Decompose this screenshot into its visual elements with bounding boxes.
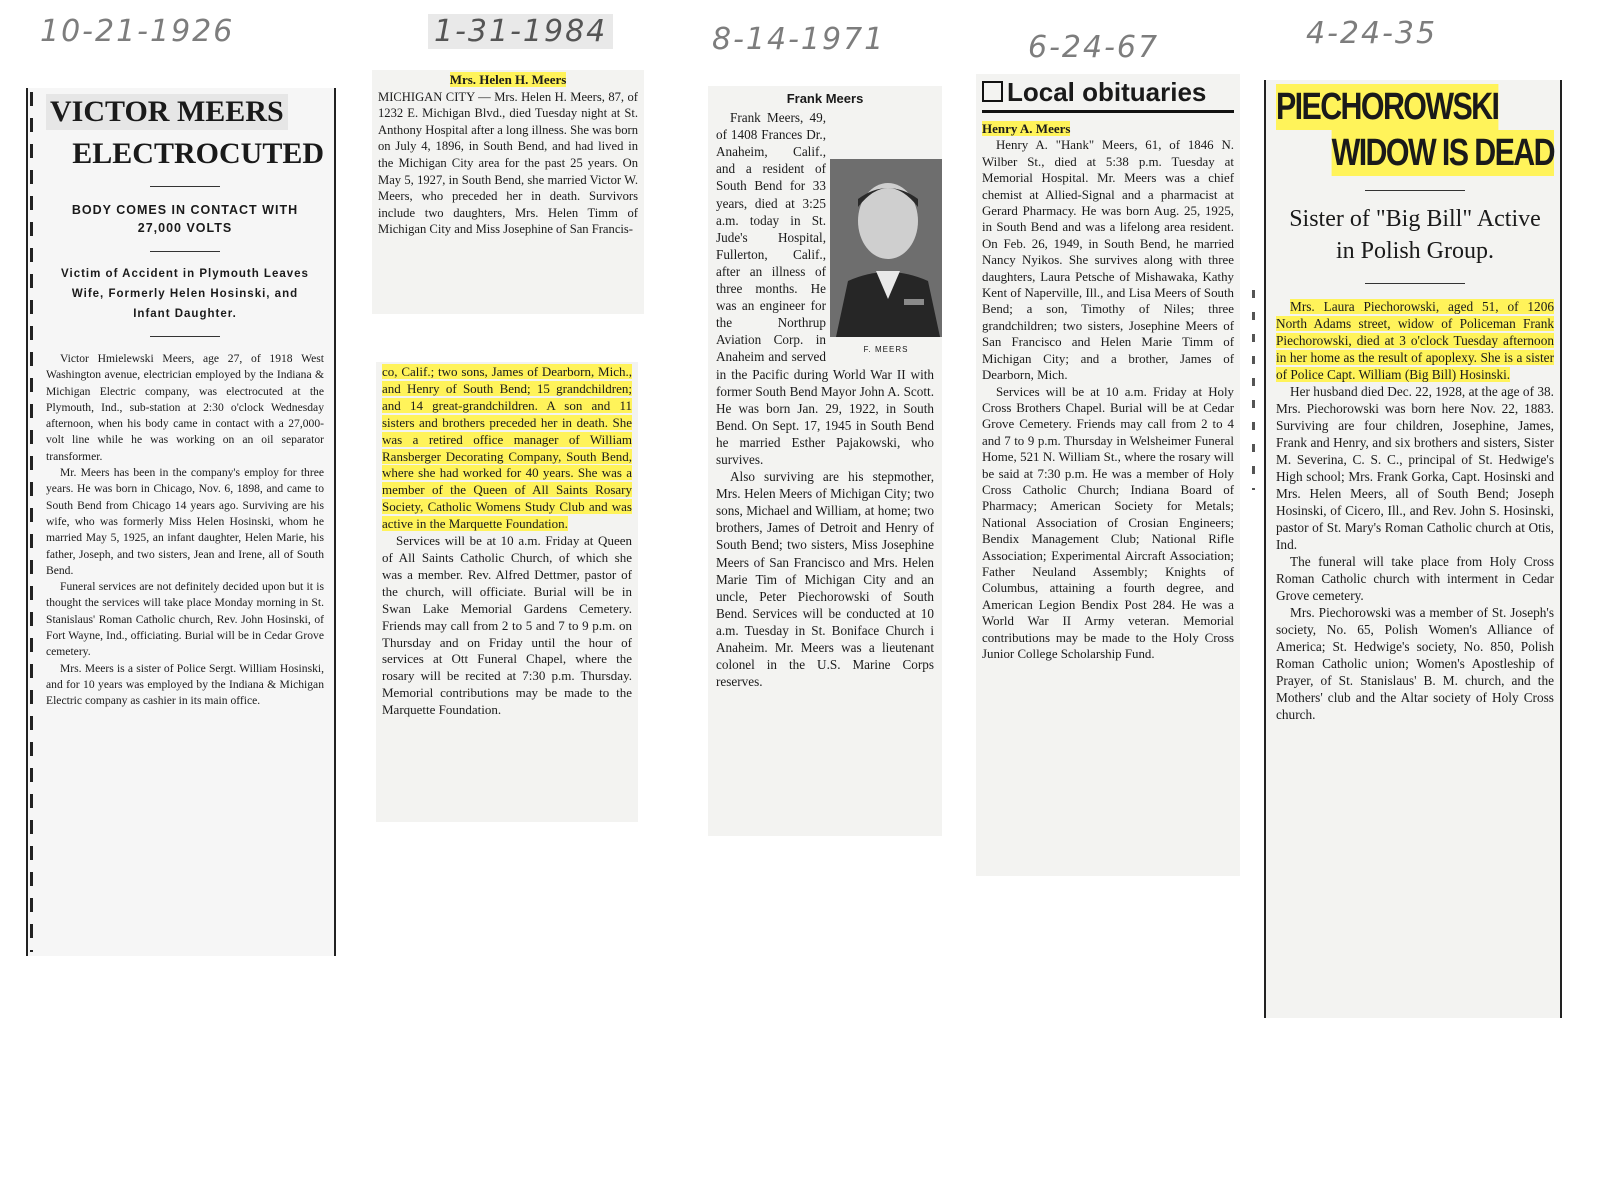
paragraph: Her husband died Dec. 22, 1928, at the age of 38. Mrs. Piechorowski was born here Nov. 22, 1883. Surviving are four children, Josephine, James, Frank and Henry, and six brothers and sisters, Sister M. Severina, C. S. C., principal of St. Hedwige's High school; Mrs. Frank Gorka, Capt. Hosinski and Mrs. Helen Meers, all of South Bend; Joseph Hosinski, of Cicero, Ill., and Rev. John S. Hosinski, pastor of St. Mary's Roman Catholic church at Otis, Ind. [1276,384,1554,552]
obituary-name: Henry A. Meers [982,121,1071,136]
clipping-helen-meers-top [372,70,644,314]
section-header: Local obituaries [982,76,1234,113]
paragraph: Mrs. Piechorowski was a member of St. Joseph's society, No. 65, Polish Women's Alliance of America; St. Hedwige's society, No. 850, Polish Roman Catholic union; Women's Apostleship of Prayer, of St. Stanislaus' B. M. church, and the Mothers' club and the Altar society of Holy Cross church. [1276,605,1554,722]
date-1984: 1-31-1984 [428,14,613,49]
clipping-henry-meers [976,74,1240,876]
margin-marks-left [30,92,33,952]
headline-piechorowski: PIECHOROWSKI [1276,86,1499,128]
paragraph: Services will be at 10 a.m. Friday at Holy Cross Brothers Chapel. Burial will be at Cedar Grove Cemetery. Friends may call from 2 to 4 and 7 to 9 p.m. Thursday in Welsheimer Funeral Home, 521 N. William St., where the rosary will be said at 7:30 p.m. He was a member of Holy Cross Catholic Church; Indiana Board of Pharmacy; American Society for Metals; National Association of Crosian Engineers; Bendix Management Club; National Rifle Association; Experimental Aircraft Association; Father Neuland Assembly; Knights of Columbus, attaining a fourth degree, and American Legion Bendix Post 284. He was a World War II Army veteran. Memorial contributions may be made to the Holy Cross Junior College Scholarship Fund. [982,384,1234,661]
portrait-image [830,159,942,337]
paragraph: Frank Meers, 49, of 1408 Frances Dr., Anaheim, Calif., and a resident of South Bend for 33 years, died at 3:25 a.m. today in St. Jude's Hospital, Fullerton, Calif., after an illness of three months. He was an engineer for the Northrup Aviation Corp. in Anaheim and served in the Pacific during World War II with former South Bend Mayor John A. Scott. He was born Jan. 29, 1922, in South Bend. On Sept. 17, 1945 in South Bend he married Esther Pajakowski, who survives. [716,110,934,467]
paragraph: Mr. Meers has been in the company's employ for three years. He was born in Chicago, Nov. 6, 1898, and came to South Bend from Chicago 14 years ago. Surviving are his wife, who was formerly Miss Helen Hosinski, whom he married May 5, 1925, an infant daughter, Helen Marie, his father, Joseph, and two sisters, Jean and Irene, all of South Bend. [46,466,324,577]
deck-victim: Victim of Accident in Plymouth Leaves Wife, Formerly Helen Hosinski, and Infant Daughter. [61,268,309,320]
checkbox-glyph [982,81,1003,102]
paragraph: Mrs. Meers is a sister of Police Sergt. William Hosinski, and for 10 years was employed by the Indiana & Michigan Electric company as cashier in its main office. [46,661,324,708]
paragraph: co, Calif.; two sons, James of Dearborn, Mich., and Henry of South Bend; 15 grandchildren; and 14 great-grandchildren. A son and 11 sisters and brothers preceded her in death. She was a retired office manager of William Ransberger Decorating Company, South Bend, where she had worked for 40 years. She was a member of the Queen of All Saints Rosary Society, Catholic Womens Study Club and was active in the Marquette Foundation. [382,364,632,532]
clipping-frank-meers [708,86,942,836]
paragraph: Funeral services are not definitely decided upon but it is thought the services will take place Monday morning in St. Stanislaus' Roman Catholic church, Rev. John Hosinski, of Fort Wayne, Ind., officiating. Burial will be in Cedar Grove cemetery. [46,580,324,659]
headline-widow: WIDOW IS DEAD [1331,132,1554,174]
paragraph: Victor Hmielewski Meers, age 27, of 1918 West Washington avenue, electrician employed by the Indiana & Michigan Electric company, was electrocuted at the Plymouth, Ind., sub-station at 2:30 o'clock Wednesday afternoon, when his body came in contact with a 27,000-volt line while he was working on an oil separator transformer. [46,352,324,463]
date-1926: 10-21-1926 [40,14,235,49]
obituary-name: Frank Meers [786,91,864,106]
portrait-photo [830,159,942,353]
date-1935: 4-24-35 [1306,16,1438,51]
margin-marks-right [1252,290,1255,490]
date-1971: 8-14-1971 [712,22,886,57]
paragraph: Henry A. "Hank" Meers, 61, of 1846 N. Wilber St., died at 5:38 p.m. Tuesday at Memorial Hospital. Mr. Meers was a chief chemist at Allied-Signal and a pharmacist at Gerard Pharmacy. He was born Aug. 25, 1925, in South Bend and was a lifelong area resident. On Feb. 26, 1949, in South Bend, he married Nancy Nyikos. She survives along with three daughters, Laura Petsche of Mishawaka, Kathy Kent of Naperville, Ill., and Lisa Meers of South Bend; a son, Timothy of Niles; three grandchildren; two sisters, Josephine Meers of San Francisco and Helen Marie Timm of Michigan City; and a brother, James of Dearborn, Mich. [982,138,1234,383]
clipping-victor-meers [26,88,336,956]
paragraph: Services will be at 10 a.m. Friday at Queen of All Saints Catholic Church, of which she was a member. Rev. Alfred Dettmer, pastor of the church, will officiate. Burial will be in Swan Lake Memorial Gardens Cemetery. Friends may call from 2 to 5 and 7 to 9 p.m. on Thursday and on Friday until the hour of services at Ott Funeral Chapel, where the rosary will be recited at 7:30 p.m. Thursday. Memorial contributions may be made to the Marquette Foundation. [382,533,632,718]
obituary-name: Mrs. Helen H. Meers [449,72,567,87]
headline-electrocuted: ELECTROCUTED [72,137,324,170]
deck-volts: BODY COMES IN CONTACT WITH 27,000 VOLTS [71,203,299,235]
paragraph: Mrs. Laura Piechorowski, aged 51, of 1206 North Adams street, widow of Policeman Frank Piechorowski, died at 3 o'clock Tuesday afternoon in her home as the result of apoplexy. She is a sister of Police Capt. William (Big Bill) Hosinski. [1276,299,1554,382]
paragraph: MICHIGAN CITY — Mrs. Helen H. Meers, 87, of 1232 E. Michigan Blvd., died Tuesday night at St. Anthony Hospital after a long illness. She was born on July 4, 1896, in South Bend, and had lived in the Michigan City area for the past 25 years. On May 5, 1927, in South Bend, she married Victor W. Meers, who preceded her in death. Survivors include two daughters, Mrs. Helen Timm of Michigan City and Miss Josephine of San Francis- [378,89,638,237]
clipping-helen-meers-bottom [376,362,638,822]
headline-victor-meers: VICTOR MEERS [46,94,288,130]
paragraph: Also surviving are his stepmother, Mrs. Helen Meers of Michigan City; two sons, Michael and William, at home; two brothers, James of Detroit and Henry of South Bend; two sisters, Miss Josephine Meers of San Francisco and Mrs. Helen Marie Tim of Michigan City and an uncle, Peter Piechorowski of South Bend. Services will be conducted at 10 a.m. Tuesday in St. Boniface Church i Anaheim. Mr. Meers was a lieutenant colonel in the U.S. Marine Corps reserves. [716,469,934,690]
paragraph: The funeral will take place from Holy Cross Roman Catholic church with interment in Cedar Grove cemetery. [1276,554,1554,603]
clipping-piechorowski [1264,80,1562,1018]
photo-caption: F. MEERS [863,345,909,355]
date-1967: 6-24-67 [1028,30,1160,65]
deck-big-bill: Sister of "Big Bill" Active in Polish Group. [1289,206,1541,264]
